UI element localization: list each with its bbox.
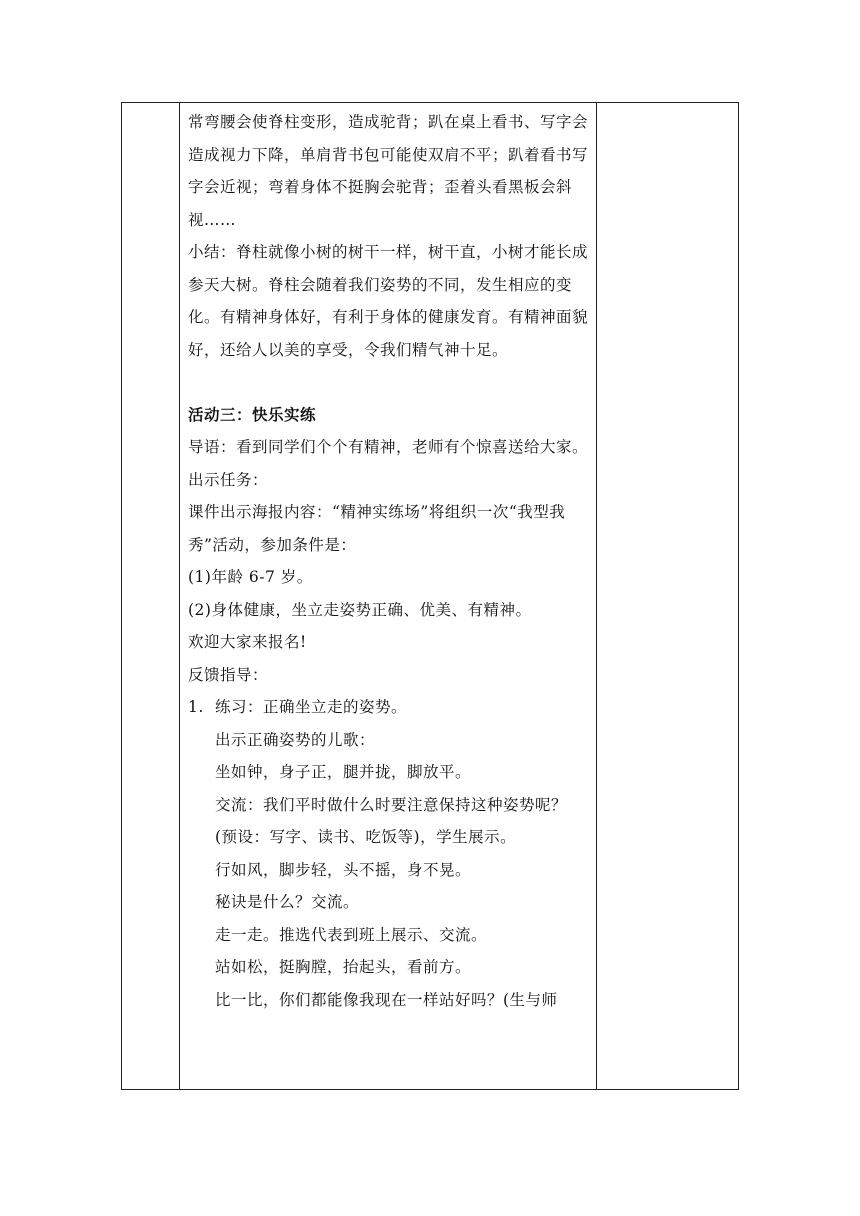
lesson-content-cell — [188, 106, 592, 1016]
activity-title: 活动三：快乐实练 — [188, 404, 317, 424]
sub-line: (预设：写字、读书、吃饭等)，学生展示。 — [215, 828, 517, 846]
sub-line: 交流：我们平时做什么时要注意保持这种姿势呢？ — [215, 795, 568, 814]
intro-paragraph: 常弯腰会使脊柱变形，造成驼背；趴在桌上看书、写字会造成视力下降，单肩背书包可能使双肩不平；趴着看书写字会近视；弯着身体不挺胸会驼背；歪着头看黑板会斜视…… — [188, 113, 589, 229]
guide-text: 导语：看到同学们个个有精神，老师有个惊喜送给大家。 — [188, 438, 589, 456]
blank-line — [188, 366, 592, 399]
sub-line: 比一比，你们都能像我现在一样站好吗？(生与师 — [215, 990, 558, 1009]
feedback-label: 反馈指导： — [188, 665, 269, 684]
sub-line: 秘诀是什么？交流。 — [215, 893, 360, 911]
table-divider-right — [596, 102, 597, 1090]
poster-text: 课件出示海报内容：“精神实练场”将组织一次“我型我秀”活动，参加条件是： — [188, 503, 566, 554]
sub-line: 走一走。推选代表到班上展示、交流。 — [215, 925, 488, 944]
sub-line: 站如松，挺胸膛，抬起头，看前方。 — [215, 958, 472, 976]
show-task-label: 出示任务： — [188, 470, 269, 489]
sub-line: 行如风，脚步轻，头不摇，身不晃。 — [215, 860, 472, 879]
sub-line: 出示正确姿势的儿歌： — [215, 730, 376, 749]
sub-line: 坐如钟，身子正，腿并拢，脚放平。 — [215, 763, 472, 781]
welcome-text: 欢迎大家来报名! — [188, 633, 307, 651]
step-1-number: 1. — [188, 698, 204, 716]
table-divider-left — [179, 102, 180, 1090]
step-1 — [188, 691, 592, 724]
summary-paragraph: 小结：脊柱就像小树的树干一样，树干直，小树才能长成参天大树。脊柱会随着我们姿势的不同，发生相应的变化。有精神身体好，有利于身体的健康发育。有精神面貌好，还给人以美的享受，令我们精气神十足。 — [188, 243, 589, 359]
condition-2: (2)身体健康，坐立走姿势正确、优美、有精神。 — [188, 600, 532, 619]
condition-1: (1)年龄 6-7 岁。 — [188, 568, 313, 586]
step-1-text: 练习：正确坐立走的姿势。 — [215, 698, 408, 716]
